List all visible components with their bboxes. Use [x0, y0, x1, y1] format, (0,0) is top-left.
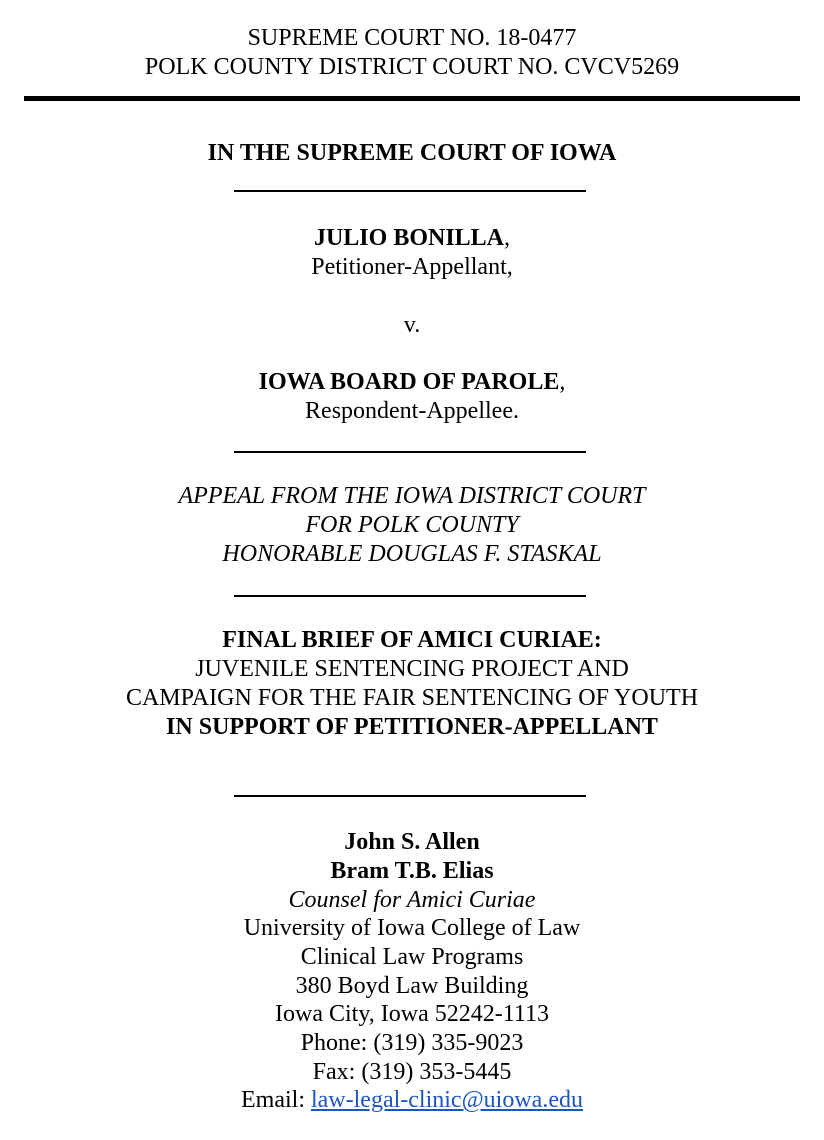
counsel-fax: Fax: (319) 353-5445: [312, 1059, 512, 1085]
section-rule: [234, 595, 586, 597]
counsel-organization: Clinical Law Programs: [300, 944, 524, 970]
court-heading: IN THE SUPREME COURT OF IOWA: [207, 140, 617, 166]
counsel-organization: University of Iowa College of Law: [243, 915, 581, 941]
amici-line: CAMPAIGN FOR THE FAIR SENTENCING OF YOUTH: [125, 685, 699, 711]
appeal-line: FOR POLK COUNTY: [305, 512, 519, 538]
counsel-name: John S. Allen: [344, 829, 480, 855]
petitioner-role: Petitioner-Appellant,: [311, 254, 513, 280]
respondent-role: Respondent-Appellee.: [305, 398, 519, 424]
amici-line: JUVENILE SENTENCING PROJECT AND: [195, 656, 629, 682]
counsel-role: Counsel for Amici Curiae: [288, 887, 536, 913]
section-rule: [234, 190, 586, 192]
appeal-line: APPEAL FROM THE IOWA DISTRICT COURT: [178, 483, 646, 509]
counsel-address: 380 Boyd Law Building: [295, 973, 529, 999]
header-divider: [24, 96, 800, 101]
counsel-email-line: [0, 1086, 824, 1115]
petitioner-line: JULIO BONILLA,: [313, 225, 511, 251]
section-rule: [234, 451, 586, 453]
supreme-court-number: SUPREME COURT NO. 18-0477: [247, 25, 577, 51]
email-link[interactable]: law-legal-clinic@uiowa.edu: [310, 1087, 583, 1113]
counsel-address: Iowa City, Iowa 52242-1113: [275, 1001, 549, 1027]
email-label: Email:: [241, 1087, 305, 1113]
section-rule: [234, 795, 586, 797]
counsel-name: Bram T.B. Elias: [330, 858, 494, 884]
district-court-number: POLK COUNTY DISTRICT COURT NO. CVCV5269: [144, 54, 680, 80]
respondent-line: IOWA BOARD OF PAROLE,: [258, 369, 566, 395]
respondent-name: IOWA BOARD OF PAROLE: [258, 369, 560, 395]
petitioner-name: JULIO BONILLA: [313, 225, 505, 251]
versus: v.: [403, 312, 421, 338]
appeal-line: HONORABLE DOUGLAS F. STASKAL: [222, 541, 602, 567]
brief-support: IN SUPPORT OF PETITIONER-APPELLANT: [166, 714, 658, 740]
counsel-phone: Phone: (319) 335-9023: [300, 1030, 524, 1056]
brief-title: FINAL BRIEF OF AMICI CURIAE:: [222, 627, 602, 653]
